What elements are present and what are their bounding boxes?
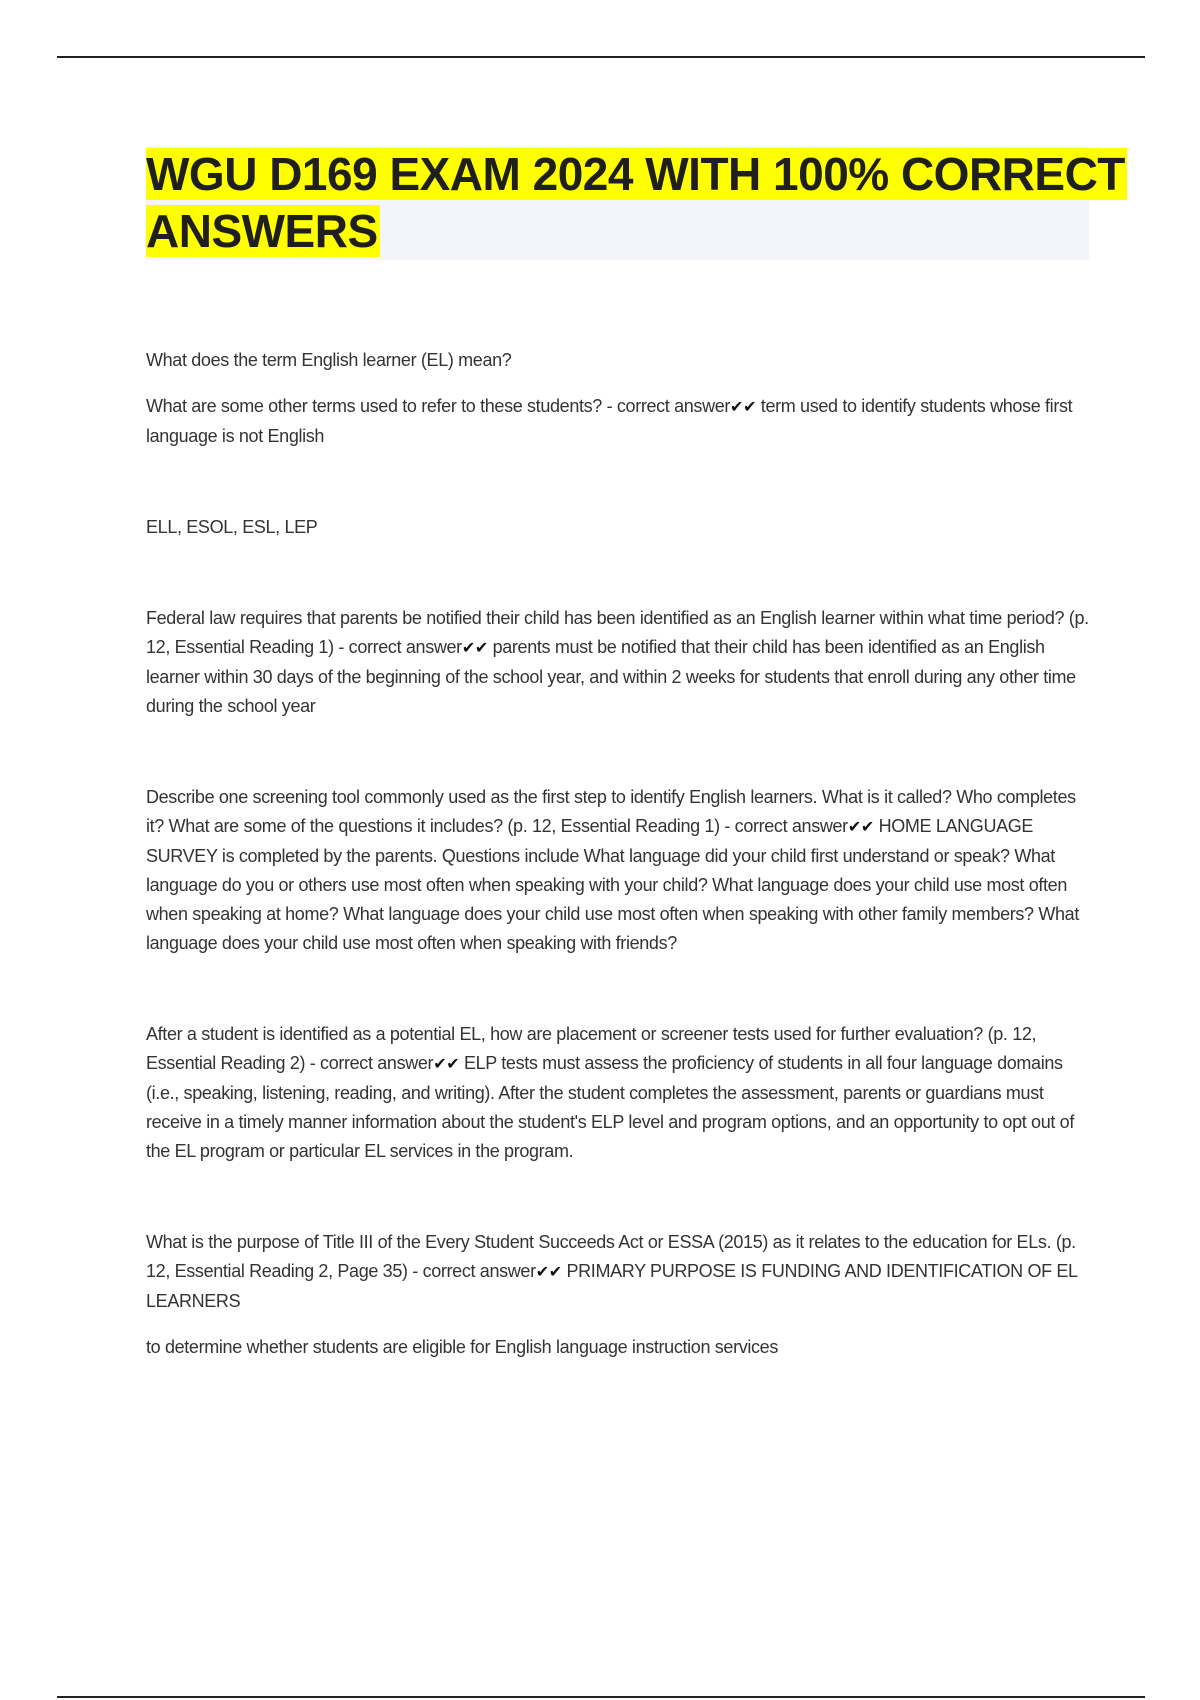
top-rule [57,56,1145,58]
answer-text: HOME LANGUAGE SURVEY is completed by the parents. Questions include What language did your child first understand or speak? What language do you or others use most often when speaking with your child? What language does your child use most often when speaking at home? What language does your child use most often when speaking with other family members? What language does your child use most often when speaking with friends? [146,816,1079,953]
qa-title-iii [146,1228,1091,1316]
answer-text: ELP tests must assess the proficiency of students in all four language domains (i.e., speaking, listening, reading, and writing). After the student completes the assessment, parents or guardians must receive in a timely manner information about the student's ELP level and program options, and an opportunity to opt out of the EL program or particular EL services in the program. [146,1053,1074,1161]
check-mark-icon: ✔✔ [461,640,488,657]
question-text: What are some other terms used to refer to these students? - correct answer [146,396,731,416]
answer-text: PRIMARY PURPOSE IS FUNDING AND IDENTIFICATION OF EL LEARNERS [146,1261,1078,1311]
question-text: Federal law requires that parents be notified their child has been identified as an English learner within what time period? (p. 12, Essential Reading 1) - correct answer [146,608,1089,657]
question-text: What is the purpose of Title III of the Every Student Succeeds Act or ESSA (2015) as it relates to the education for ELs. (p. 12, Essential Reading 2, Page 35) - correct answer [146,1232,1076,1281]
bottom-rule [57,1696,1145,1698]
qa-screening-tool [146,783,1091,958]
title-highlight: WGU D169 EXAM 2024 WITH 100% CORRECT ANSWERS [146,148,1125,257]
document-body [146,346,1091,1362]
answer-text: parents must be notified that their child has been identified as an English learner within 30 days of the beginning of the school year, and within 2 weeks for students that enroll during any other time during the school year [146,637,1076,716]
check-mark-icon: ✔✔ [847,819,874,836]
paragraph-eligibility: to determine whether students are eligible for English language instruction services [146,1337,778,1357]
paragraph-terms-list: ELL, ESOL, ESL, LEP [146,517,318,537]
document-title [146,146,1200,260]
check-mark-icon: ✔✔ [730,399,757,416]
check-mark-icon: ✔✔ [433,1056,460,1073]
check-mark-icon: ✔✔ [535,1264,562,1281]
qa-placement-tests [146,1020,1091,1166]
paragraph-el-definition: What does the term English learner (EL) mean? [146,350,512,370]
qa-federal-law [146,604,1091,721]
qa-other-terms [146,392,1091,451]
answer-text: term used to identify students whose first language is not English [146,396,1073,446]
question-text: Describe one screening tool commonly used as the first step to identify English learners. What is it called? Who completes it? What are some of the questions it includes? (p. 12, Essential Reading 1) - correct answer [146,787,1076,836]
question-text: After a student is identified as a potential EL, how are placement or screener tests used for further evaluation? (p. 12, Essential Reading 2) - correct answer [146,1024,1037,1073]
